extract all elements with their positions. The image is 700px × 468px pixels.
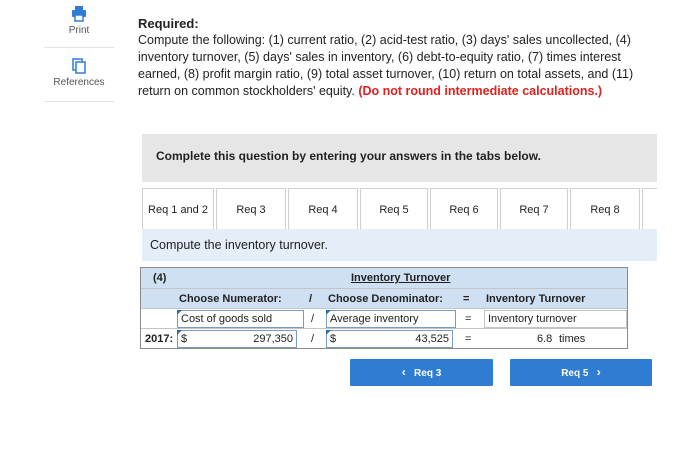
table-title: Inventory Turnover [351,272,451,284]
year-label: 2017: [145,333,174,345]
result-label: Inventory turnover [484,310,627,328]
equals-operator: = [465,333,472,345]
table-header-row [141,288,627,308]
required-heading: Required: [138,16,199,31]
equals-operator: = [465,313,472,325]
denominator-amount-input[interactable] [326,330,453,348]
panel-instruction: Compute the inventory turnover. [142,229,657,261]
instruction-banner: Complete this question by entering your answers in the tabs below. [142,134,657,182]
numerator-select[interactable]: Cost of goods sold [177,310,304,328]
tab-overflow [642,188,657,230]
denominator-header: Choose Denominator: [328,293,443,305]
divider [44,47,114,48]
chevron-left-icon: ‹ [401,365,406,379]
denominator-amount: 43,525 [415,333,449,345]
print-tool[interactable] [44,5,114,36]
tab-req-3[interactable]: Req 3 [216,188,286,230]
tab-req-5[interactable]: Req 5 [360,188,428,230]
turnover-result: 6.8 [537,333,553,345]
slash-operator: / [311,333,315,345]
tab-req-6[interactable]: Req 6 [430,188,498,230]
tab-req-4[interactable]: Req 4 [288,188,358,231]
slash-operator: / [311,313,315,325]
tab-req-1-and-2[interactable]: Req 1 and 2 [142,188,214,230]
slash-header: / [309,293,313,305]
numerator-amount: 297,350 [253,333,293,345]
divider [44,101,114,102]
print-label: Print [68,25,90,36]
prev-req-label: Req 3 [414,368,442,379]
next-req-label: Req 5 [561,368,589,379]
equals-header: = [463,293,470,305]
req-tabs [142,188,657,230]
part-label: (4) [153,272,167,284]
documents-icon [70,57,88,75]
denominator-currency: $ [330,333,337,345]
prev-req-button[interactable] [350,359,493,386]
chevron-right-icon: › [596,365,601,379]
numerator-amount-input[interactable] [177,330,297,348]
references-tool[interactable] [44,57,114,88]
result-header: Inventory Turnover [486,293,586,305]
turnover-unit: times [559,333,586,345]
tab-req-7[interactable]: Req 7 [500,188,568,230]
inventory-turnover-table [140,267,628,349]
denominator-select[interactable]: Average inventory [326,310,456,328]
table-row-labels [141,308,627,328]
tab-req-8[interactable]: Req 8 [570,188,640,230]
next-req-button[interactable] [510,359,652,386]
table-row-2017 [141,328,627,348]
rounding-warning: (Do not round intermediate calculations.) [358,84,603,98]
question-body: Compute the following: (1) current ratio, (2) acid-test ratio, (3) days' sales uncollected, (4) inventory turnover, (5) days' sales in inventory, (6) debt-to-equity ratio, (7) times interest earned, (8) profit margin ratio, (9) total asset turnover, (10) return on total assets, and (11) return on common stockholders' equity. [138,33,634,98]
numerator-currency: $ [181,333,188,345]
printer-icon [70,5,88,23]
numerator-header: Choose Numerator: [179,293,282,305]
question-text [138,32,658,100]
table-title-row [141,268,627,288]
references-label: References [53,77,105,88]
